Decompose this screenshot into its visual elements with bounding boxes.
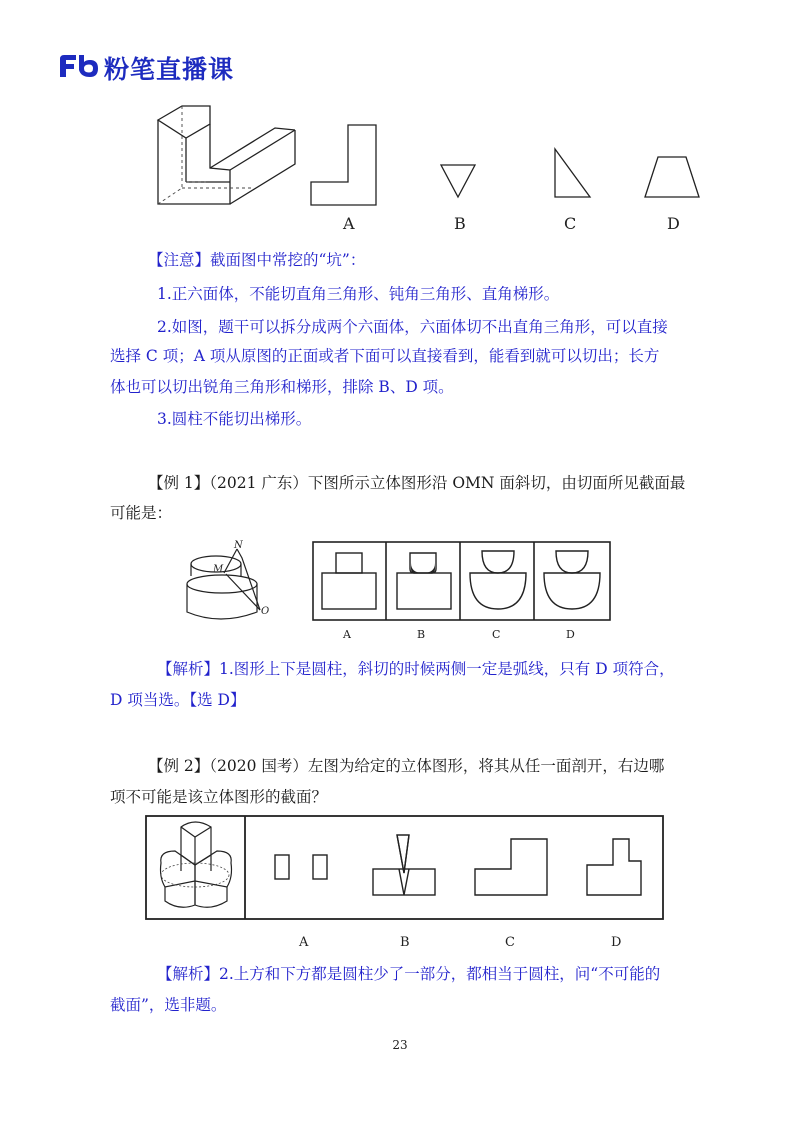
example1-options-grid [312,541,612,621]
fenbi-logo-icon [58,53,100,79]
note-title: 【注意】截面图中常挖的“坑”： [148,251,366,269]
example1-analysis-line2: D 项当选。【选 D】 [110,691,246,709]
example2-label-b: B [400,935,410,950]
brand-title: 粉笔直播课 [104,55,235,84]
option-a-l-shape [310,124,380,206]
option-b-triangle [440,164,476,198]
point-n-label: N [234,540,243,551]
example1-question-line2: 可能是： [110,504,173,522]
note-item-1: 1.正六面体，不能切直角三角形、钝角三角形、直角梯形。 [157,285,560,303]
option-c-right-triangle [552,148,592,198]
figure1-label-d: D [667,214,680,233]
example1-label-c: C [492,628,501,641]
point-o-label: O [261,606,270,617]
point-m-label: M [213,564,224,575]
figure1-label-c: C [564,214,577,233]
l-shaped-solid-figure [150,102,300,212]
example1-label-a: A [343,628,351,641]
note-item-2: 2.如图，题干可以拆分成两个六面体，六面体切不出直角三角形，可以直接 [157,318,668,336]
example2-analysis-line1: 【解析】2.上方和下方都是圆柱少了一部分，都相当于圆柱，问“不可能的 [157,965,661,983]
figure1-label-b: B [454,214,466,233]
example2-question-line1: 【例 2】（2020 国考）左图为给定的立体图形，将其从任一面剖开，右边哪 [148,757,665,775]
example1-analysis-line1: 【解析】1.图形上下是圆柱，斜切的时候两侧一定是弧线，只有 D 项符合， [157,660,675,678]
note-item-2-end: 体也可以切出锐角三角形和梯形，排除 B、D 项。 [110,378,454,396]
example1-question-line1: 【例 1】（2021 广东）下图所示立体图形沿 OMN 面斜切，由切面所见截面最 [148,474,686,492]
example2-figure-grid [145,815,665,921]
example2-label-c: C [505,935,515,950]
example2-label-a: A [299,935,309,950]
page-number: 23 [392,1038,408,1052]
note-item-3: 3.圆柱不能切出梯形。 [157,410,312,428]
example2-analysis-line2: 截面”，选非题。 [110,996,227,1014]
example1-label-d: D [566,628,575,641]
note-item-2-cont: 选择 C 项；A 项从原图的正面或者下面可以直接看到，能看到就可以切出；长方 [110,347,660,365]
option-d-trapezoid [644,156,700,198]
example2-question-line2: 项不可能是该立体图形的截面？ [110,788,328,806]
example2-label-d: D [611,935,622,950]
example1-label-b: B [417,628,426,641]
figure1-label-a: A [343,214,355,233]
